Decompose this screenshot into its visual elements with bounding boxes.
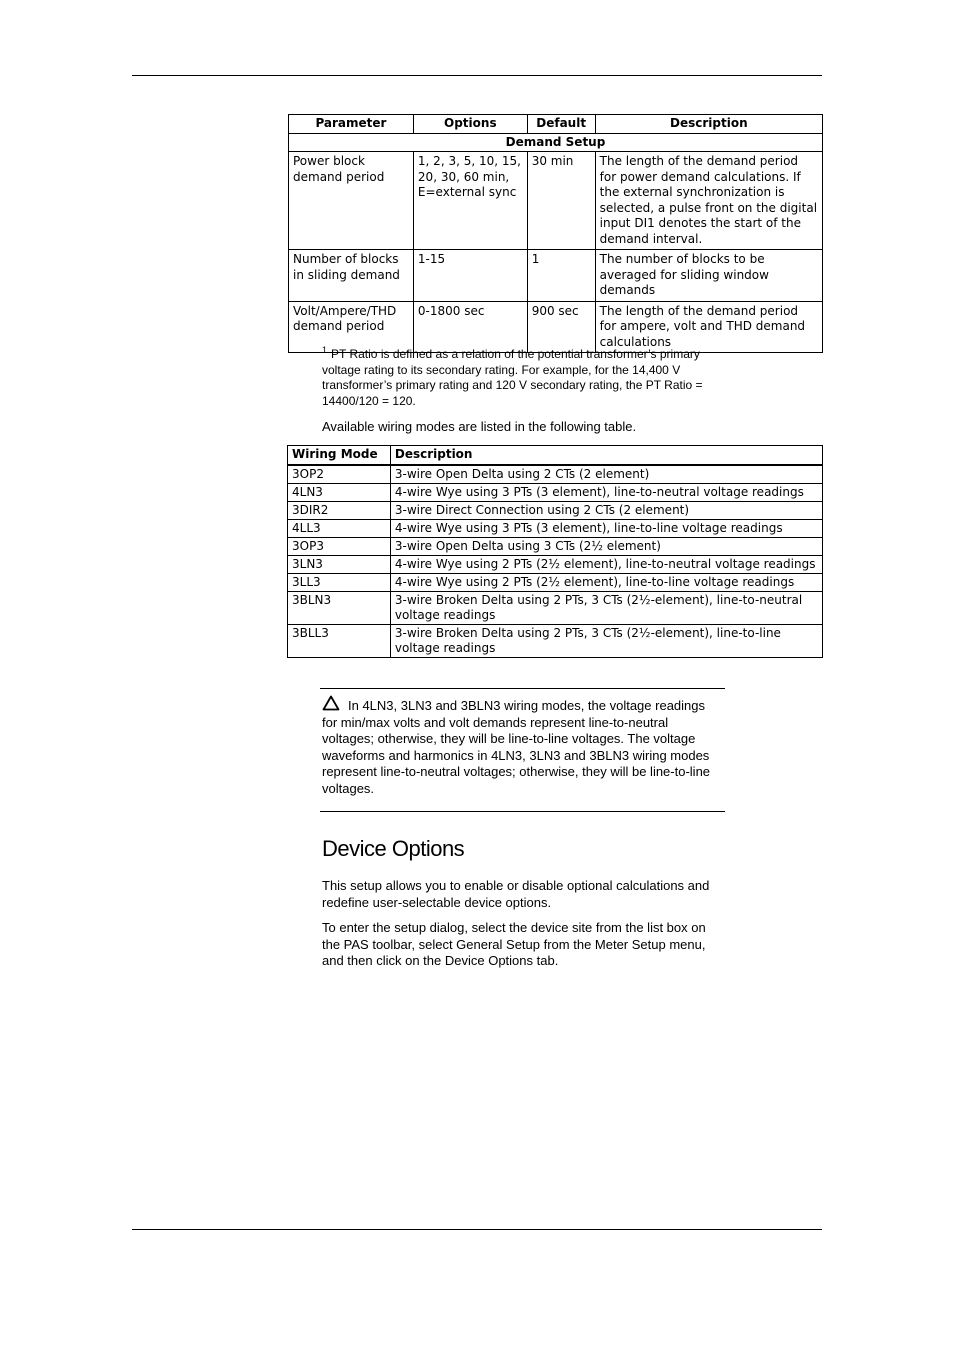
options-cell: 1, 2, 3, 5, 10, 15, 20, 30, 60 min, E=external sync xyxy=(413,152,527,250)
table-row xyxy=(288,501,823,519)
mode-cell: 3DIR2 xyxy=(288,501,391,519)
section-heading: Device Options xyxy=(322,836,465,861)
parameter-cell: Volt/Ampere/THD demand period xyxy=(289,301,414,353)
mode-cell: 3OP3 xyxy=(288,537,391,555)
default-cell: 30 min xyxy=(527,152,595,250)
column-header: Options xyxy=(413,115,527,134)
table-row xyxy=(288,624,823,657)
table-section-row xyxy=(289,133,823,152)
description-cell: 3-wire Direct Connection using 2 CTs (2 element) xyxy=(390,501,822,519)
section-title: Demand Setup xyxy=(289,133,823,152)
column-header: Default xyxy=(527,115,595,134)
table-row xyxy=(289,250,823,302)
mode-cell: 4LL3 xyxy=(288,519,391,537)
column-header: Description xyxy=(390,446,822,465)
table-row xyxy=(288,573,823,591)
mode-cell: 3LL3 xyxy=(288,573,391,591)
description-cell: 4-wire Wye using 3 PTs (3 element), line-to-line voltage readings xyxy=(390,519,822,537)
description-cell: 3-wire Open Delta using 3 CTs (2½ element) xyxy=(390,537,822,555)
table-header-row xyxy=(289,115,823,134)
table-row xyxy=(288,465,823,484)
column-header: Description xyxy=(595,115,822,134)
default-cell: 1 xyxy=(527,250,595,302)
mode-cell: 3LN3 xyxy=(288,555,391,573)
description-cell: The length of the demand period for power demand calculations. If the external synchronization is selected, a pulse front on the digital input DI1 denotes the start of the demand interval. xyxy=(595,152,822,250)
mode-cell: 4LN3 xyxy=(288,483,391,501)
wiring-modes-table xyxy=(287,445,823,658)
footnote-mark: 1 xyxy=(322,345,328,355)
wiring-intro: Available wiring modes are listed in the following table. xyxy=(322,419,637,434)
column-header: Parameter xyxy=(289,115,414,134)
parameter-cell: Power block demand period xyxy=(289,152,414,250)
note-box xyxy=(320,688,725,812)
description-cell: 3-wire Open Delta using 2 CTs (2 element) xyxy=(390,465,822,484)
description-cell: The number of blocks to be averaged for sliding window demands xyxy=(595,250,822,302)
table-row xyxy=(288,537,823,555)
description-cell: 4-wire Wye using 2 PTs (2½ element), line-to-line voltage readings xyxy=(390,573,822,591)
default-cell: 900 sec xyxy=(527,301,595,353)
header-rule xyxy=(132,75,822,76)
note-text: In 4LN3, 3LN3 and 3BLN3 wiring modes, the voltage readings for min/max volts and volt demands represent line-to-neutral voltages; otherwise, they will be line-to-line voltages. The voltage waveforms and harmonics in 4LN3, 3LN3 and 3BLN3 wiring modes represent line-to-neutral voltages; otherwise, they will be line-to-line voltages. xyxy=(322,698,711,796)
table-header-row xyxy=(288,446,823,465)
demand-setup-table xyxy=(288,114,823,353)
description-cell: 3-wire Broken Delta using 2 PTs, 3 CTs (2½-element), line-to-line voltage readings xyxy=(390,624,822,657)
footnote xyxy=(322,343,732,409)
table-row xyxy=(288,483,823,501)
mode-cell: 3BLN3 xyxy=(288,591,391,624)
note-text-block xyxy=(322,695,722,797)
column-header: Wiring Mode xyxy=(288,446,391,465)
table-row xyxy=(289,152,823,250)
mode-cell: 3BLL3 xyxy=(288,624,391,657)
options-cell: 0-1800 sec xyxy=(413,301,527,353)
description-cell: 4-wire Wye using 3 PTs (3 element), line-to-neutral voltage readings xyxy=(390,483,822,501)
description-cell: The length of the demand period for ampere, volt and THD demand calculations xyxy=(595,301,822,353)
section-paragraph: This setup allows you to enable or disable optional calculations and redefine user-selectable device options. xyxy=(322,878,710,910)
description-cell: 4-wire Wye using 2 PTs (2½ element), line-to-neutral voltage readings xyxy=(390,555,822,573)
table-row xyxy=(288,591,823,624)
footnote-text: PT Ratio is defined as a relation of the potential transformer’s primary voltage rating to its secondary rating. For example, for the 14,400 V transformer’s primary rating and 120 V secondary rating, the PT Ratio = 14400/120 = 120. xyxy=(322,347,703,408)
options-cell: 1-15 xyxy=(413,250,527,302)
table-row xyxy=(288,555,823,573)
parameter-cell: Number of blocks in sliding demand xyxy=(289,250,414,302)
table-row xyxy=(288,519,823,537)
warning-triangle-icon xyxy=(322,695,340,711)
description-cell: 3-wire Broken Delta using 2 PTs, 3 CTs (2½-element), line-to-neutral voltage readings xyxy=(390,591,822,624)
footer-rule xyxy=(132,1229,822,1230)
mode-cell: 3OP2 xyxy=(288,465,391,484)
section-paragraph: To enter the setup dialog, select the device site from the list box on the PAS toolbar, select General Setup from the Meter Setup menu, and then click on the Device Options tab. xyxy=(322,920,706,968)
